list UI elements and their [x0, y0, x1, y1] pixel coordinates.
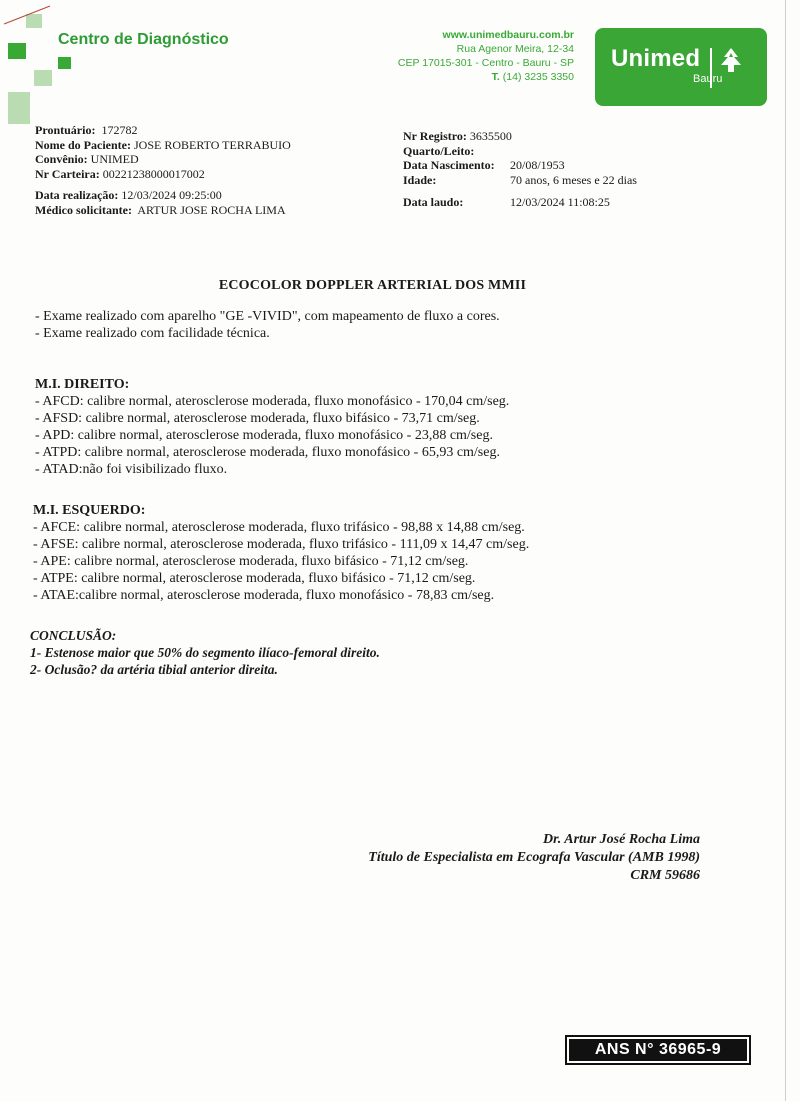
- carteira-value: 00221238000017002: [102, 166, 205, 181]
- left-limb-title: M.I. ESQUERDO:: [33, 503, 146, 518]
- report-title: ECOCOLOR DOPPLER ARTERIAL DOS MMII: [218, 278, 527, 293]
- tree-icon: [717, 47, 745, 73]
- intro-line: - Exame realizado com facilidade técnica.: [35, 326, 270, 341]
- medico-value: ARTUR JOSE ROCHA LIMA: [137, 202, 286, 217]
- idade-value: 70 anos, 6 meses e 22 dias: [510, 172, 637, 187]
- conclusion-section: [30, 627, 380, 678]
- list-item: - ATPE: calibre normal, aterosclerose moderada, fluxo bifásico - 71,12 cm/seg.: [33, 571, 476, 586]
- patient-name: JOSE ROBERTO TERRABUIO: [133, 137, 291, 152]
- list-item: - ATPD: calibre normal, aterosclerose moderada, fluxo monofásico - 65,93 cm/seg.: [35, 445, 500, 460]
- patient-info-right: Nr Registro: 3635500 Quarto/Leito: Data Nascimento: 20/08/1953 Idade: 70 anos, 6 meses e 22 dias Data laudo: 12/03/2024 11:08:25: [403, 129, 637, 209]
- list-item: - AFCE: calibre normal, aterosclerose moderada, fluxo trifásico - 98,88 x 14,88 cm/seg.: [33, 520, 525, 535]
- corner-stroke: [0, 0, 60, 30]
- signature-block: [368, 831, 700, 885]
- unimed-logo: [595, 28, 767, 106]
- convenio-value: UNIMED: [90, 152, 139, 166]
- ans-stamp: [565, 1035, 751, 1065]
- website-link[interactable]: www.unimedbauru.com.br: [442, 29, 574, 41]
- patient-info-left: Prontuário: 172782 Nome do Paciente: JOSE ROBERTO TERRABUIO Convênio: UNIMED Nr Carteira: 00221238000017002 Data realização: 12/03/2024 09:25:00 Médico solicitante: ARTUR JOSE ROCHA LIMA: [35, 123, 291, 217]
- list-item: - AFCD: calibre normal, aterosclerose moderada, fluxo monofásico - 170,04 cm/seg.: [35, 394, 510, 409]
- contact-block: [398, 28, 574, 84]
- page-edge: [785, 0, 786, 1101]
- list-item: - AFSD: calibre normal, aterosclerose moderada, fluxo bifásico - 73,71 cm/seg.: [35, 411, 480, 426]
- doctor-title: Título de Especialista em Ecografa Vascular (AMB 1998): [368, 850, 700, 865]
- brand-title: Centro de Diagnóstico: [58, 31, 229, 48]
- list-item: - APE: calibre normal, aterosclerose moderada, fluxo bifásico - 71,12 cm/seg.: [33, 554, 469, 569]
- ans-number: ANS N° 36965-9: [569, 1039, 747, 1061]
- list-item: - ATAE:calibre normal, aterosclerose moderada, fluxo monofásico - 78,83 cm/seg.: [33, 588, 495, 603]
- right-limb-section: [35, 376, 509, 478]
- registro-value: 3635500: [469, 129, 512, 143]
- list-item: - ATAD:não foi visibilizado fluxo.: [35, 462, 228, 477]
- right-limb-title: M.I. DIREITO:: [35, 377, 130, 392]
- cep: CEP 17015-301 - Centro - Bauru - SP: [397, 57, 574, 69]
- doctor-name: Dr. Artur José Rocha Lima: [542, 832, 700, 847]
- conclusion-item: 1- Estenose maior que 50% do segmento ilíaco-femoral direito.: [30, 645, 380, 660]
- intro-line: - Exame realizado com aparelho "GE -VIVID", com mapeamento de fluxo a cores.: [35, 309, 500, 324]
- nascimento-value: 20/08/1953: [510, 158, 565, 172]
- laudo-value: 12/03/2024 11:08:25: [510, 195, 610, 209]
- list-item: - APD: calibre normal, aterosclerose moderada, fluxo monofásico - 23,88 cm/seg.: [35, 428, 493, 443]
- conclusion-item: 2- Oclusão? da artéria tibial anterior direita.: [30, 662, 278, 677]
- doctor-crm: CRM 59686: [630, 868, 700, 883]
- unimed-logo-text: Unimed: [611, 45, 701, 72]
- list-item: - AFSE: calibre normal, aterosclerose moderada, fluxo trifásico - 111,09 x 14,47 cm/seg.: [33, 537, 530, 552]
- prontuario-value: 172782: [101, 123, 138, 137]
- conclusion-title: CONCLUSÃO:: [30, 628, 117, 643]
- intro-block: [35, 308, 500, 342]
- phone: T. (14) 3235 3350: [491, 71, 574, 83]
- data-realizacao-value: 12/03/2024 09:25:00: [121, 188, 222, 202]
- left-limb-section: [33, 502, 529, 604]
- address: Rua Agenor Meira, 12-34: [456, 43, 574, 55]
- logo-city: Bauru: [693, 73, 723, 85]
